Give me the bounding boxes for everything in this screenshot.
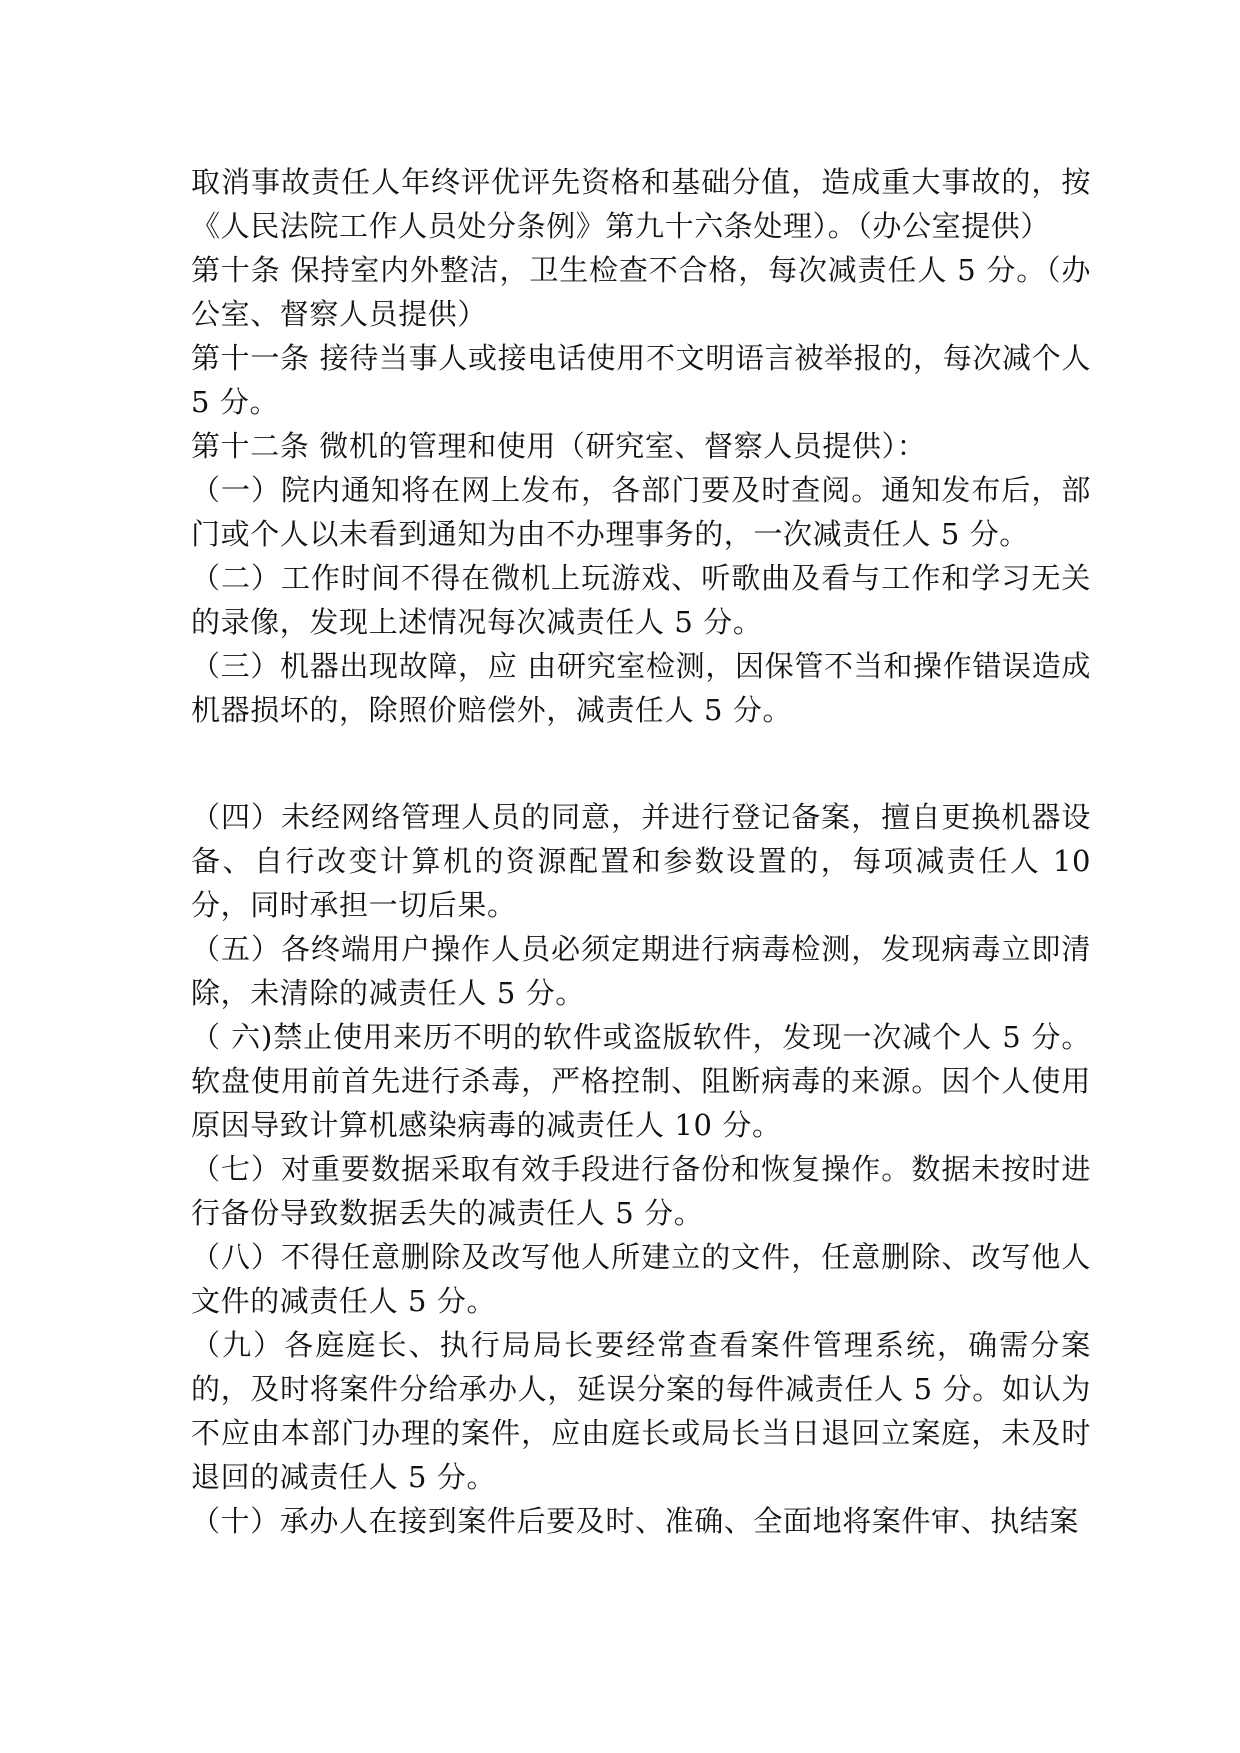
paragraph-item-5: （五）各终端用户操作人员必须定期进行病毒检测，发现病毒立即清除，未清除的减责任人 5 分。 xyxy=(191,932,1091,1010)
paragraph-item-7: （七）对重要数据采取有效手段进行备份和恢复操作。数据未按时进行备份导致数据丢失的减责任人 5 分。 xyxy=(191,1152,1091,1230)
paragraph-article-10: 第十条 保持室内外整洁，卫生检查不合格，每次减责任人 5 分。（办公室、督察人员提供） xyxy=(191,253,1091,331)
paragraph-article-9-tail: 取消事故责任人年终评优评先资格和基础分值，造成重大事故的，按《人民法院工作人员处分条例》第九十六条处理）。（办公室提供） xyxy=(191,165,1091,243)
paragraph-item-1: （一）院内通知将在网上发布，各部门要及时查阅。通知发布后，部门或个人以未看到通知为由不办理事务的，一次减责任人 5 分。 xyxy=(191,473,1091,551)
paragraph-item-8: （八）不得任意删除及改写他人所建立的文件，任意删除、改写他人文件的减责任人 5 分。 xyxy=(191,1240,1091,1318)
paragraph-item-4: （四）未经网络管理人员的同意，并进行登记备案，擅自更换机器设备、自行改变计算机的资源配置和参数设置的，每项减责任人 10 分，同时承担一切后果。 xyxy=(191,800,1091,922)
paragraph-item-10: （十）承办人在接到案件后要及时、准确、全面地将案件审、执结案 xyxy=(191,1504,1080,1538)
paragraph-item-6: （ 六)禁止使用来历不明的软件或盗版软件，发现一次减个人 5 分。软盘使用前首先进行杀毒，严格控制、阻断病毒的来源。因个人使用原因导致计算机感染病毒的减责任人 10 分。 xyxy=(191,1020,1091,1142)
paragraph-item-3: （三）机器出现故障，应 由研究室检测，因保管不当和操作错误造成机器损坏的，除照价赔偿外，减责任人 5 分。 xyxy=(191,649,1091,727)
document-section-bottom xyxy=(191,795,1091,1543)
paragraph-item-2: （二）工作时间不得在微机上玩游戏、听歌曲及看与工作和学习无关的录像，发现上述情况每次减责任人 5 分。 xyxy=(191,561,1091,639)
document-section-top xyxy=(191,160,1091,732)
paragraph-item-9: （九）各庭庭长、执行局局长要经常查看案件管理系统，确需分案的，及时将案件分给承办人，延误分案的每件减责任人 5 分。如认为不应由本部门办理的案件，应由庭长或局长当日退回立案庭，未及时退回的减责任人 5 分。 xyxy=(191,1328,1091,1494)
paragraph-article-11: 第十一条 接待当事人或接电话使用不文明语言被举报的，每次减个人 5 分。 xyxy=(191,341,1091,419)
paragraph-article-12: 第十二条 微机的管理和使用（研究室、督察人员提供）： xyxy=(191,429,927,463)
